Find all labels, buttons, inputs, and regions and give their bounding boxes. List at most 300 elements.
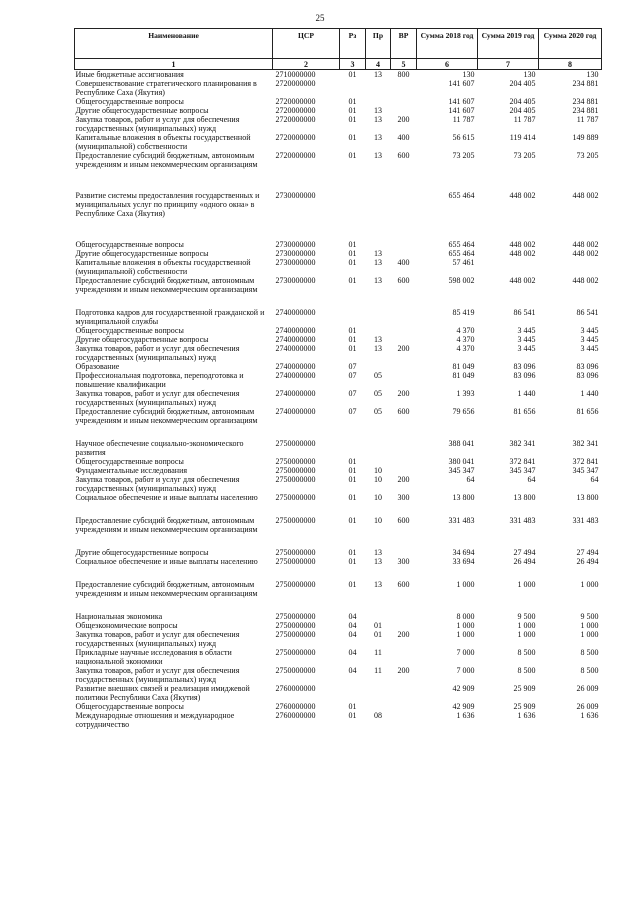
row-name: Предоставление субсидий бюджетным, автономным учреждениям и иным некоммерческим организациям [75, 276, 258, 294]
row-sum-2020: 83 096 [576, 371, 599, 380]
row-pr [366, 326, 391, 335]
row-sum-2019: 119 414 [509, 133, 536, 142]
row-spacer [75, 425, 602, 439]
row-vr [391, 79, 417, 97]
row-vr [391, 249, 417, 258]
row-csr: 2740000000 [275, 407, 316, 416]
row-name: Социальное обеспечение и иные выплаты населению [75, 557, 258, 566]
row-vr: 300 [397, 493, 410, 502]
header-csr: ЦСР [273, 29, 340, 59]
row-sum-2018: 11 787 [452, 115, 475, 124]
row-sum-2018: 64 [466, 475, 475, 484]
row-pr: 13 [374, 133, 382, 142]
table-row [75, 191, 602, 218]
table-row [75, 516, 602, 534]
row-pr: 01 [374, 621, 382, 630]
row-sum-2019: 1 000 [517, 630, 536, 639]
column-number: 2 [273, 59, 340, 70]
row-sum-2018: 655 464 [448, 249, 475, 258]
row-name: Предоставление субсидий бюджетным, автономным учреждениям и иным некоммерческим организациям [75, 151, 258, 169]
table-row [75, 326, 602, 335]
row-rz: 04 [348, 648, 357, 657]
row-sum-2019: 81 656 [513, 407, 536, 416]
row-sum-2019: 64 [527, 475, 536, 484]
row-vr: 300 [397, 557, 410, 566]
row-csr: 2740000000 [275, 371, 316, 380]
row-vr [391, 684, 417, 702]
row-pr: 13 [374, 276, 382, 285]
row-sum-2020: 83 096 [576, 362, 599, 371]
row-rz: 01 [348, 557, 357, 566]
row-name: Общегосударственные вопросы [75, 326, 184, 335]
row-sum-2018: 33 694 [452, 557, 475, 566]
row-spacer [75, 169, 602, 191]
row-sum-2020: 130 [586, 70, 599, 79]
row-sum-2020: 1 440 [580, 389, 599, 398]
row-sum-2018: 388 041 [448, 439, 475, 448]
row-sum-2020: 9 500 [580, 612, 599, 621]
row-rz: 01 [348, 475, 357, 484]
row-sum-2019: 345 347 [509, 466, 536, 475]
row-sum-2020: 86 541 [576, 308, 599, 317]
row-sum-2019: 382 341 [509, 439, 536, 448]
budget-table [74, 28, 602, 729]
row-sum-2019: 448 002 [509, 276, 536, 285]
row-sum-2019: 8 500 [517, 666, 536, 675]
table-row [75, 389, 602, 407]
table-row [75, 97, 602, 106]
row-rz: 01 [348, 344, 357, 353]
row-sum-2020: 3 445 [580, 326, 599, 335]
row-vr [391, 326, 417, 335]
table-row [75, 702, 602, 711]
table-row [75, 106, 602, 115]
table-row [75, 684, 602, 702]
row-vr [391, 362, 417, 371]
row-name: Капитальные вложения в объекты государственной (муниципальной) собственности [75, 258, 251, 276]
row-sum-2020 [539, 258, 602, 276]
row-pr: 13 [374, 70, 382, 79]
table-row [75, 475, 602, 493]
row-csr: 2750000000 [275, 557, 316, 566]
row-sum-2019: 9 500 [517, 612, 536, 621]
row-rz [340, 439, 366, 457]
row-name: Закупка товаров, работ и услуг для обеспечения государственных (муниципальных) нужд [75, 666, 240, 684]
row-vr: 200 [397, 115, 410, 124]
row-csr: 2740000000 [275, 362, 316, 371]
row-csr: 2750000000 [275, 648, 316, 657]
column-number: 3 [340, 59, 366, 70]
row-sum-2020: 448 002 [572, 191, 599, 200]
row-rz: 07 [348, 389, 357, 398]
row-spacer-cell [75, 502, 602, 516]
row-name: Закупка товаров, работ и услуг для обеспечения государственных (муниципальных) нужд [75, 630, 240, 648]
row-name: Закупка товаров, работ и услуг для обеспечения государственных (муниципальных) нужд [75, 115, 240, 133]
row-csr: 2750000000 [275, 548, 316, 557]
row-spacer [75, 598, 602, 612]
row-vr: 600 [397, 407, 410, 416]
row-rz: 07 [348, 371, 357, 380]
row-sum-2018: 42 909 [452, 684, 475, 693]
row-name: Фундаментальные исследования [75, 466, 188, 475]
table-row [75, 666, 602, 684]
column-number: 4 [366, 59, 391, 70]
row-sum-2018: 130 [462, 70, 475, 79]
row-pr [366, 79, 391, 97]
row-spacer-cell [75, 598, 602, 612]
row-pr [366, 702, 391, 711]
row-pr: 13 [374, 115, 382, 124]
table-row [75, 493, 602, 502]
row-csr: 2740000000 [275, 326, 316, 335]
row-name: Международные отношения и международное сотрудничество [75, 711, 235, 729]
row-pr: 01 [374, 630, 382, 639]
row-vr [391, 648, 417, 666]
table-row [75, 557, 602, 566]
row-csr: 2730000000 [275, 249, 316, 258]
row-sum-2019: 204 405 [509, 79, 536, 88]
row-spacer-cell [75, 425, 602, 439]
column-number: 7 [478, 59, 539, 70]
row-sum-2018: 4 370 [456, 344, 475, 353]
row-sum-2020: 372 841 [572, 457, 599, 466]
row-sum-2019: 83 096 [513, 371, 536, 380]
row-name: Иные бюджетные ассигнования [75, 70, 184, 79]
row-sum-2019: 27 494 [513, 548, 536, 557]
row-csr: 2720000000 [275, 79, 316, 88]
row-sum-2018: 1 636 [456, 711, 475, 720]
header-name: Наименование [75, 29, 273, 59]
row-spacer [75, 294, 602, 308]
row-vr [391, 308, 417, 326]
row-rz: 01 [348, 466, 357, 475]
row-name: Другие общегосударственные вопросы [75, 548, 209, 557]
row-pr: 05 [374, 371, 382, 380]
row-pr: 11 [374, 648, 382, 657]
row-sum-2018: 13 800 [452, 493, 475, 502]
row-name: Другие общегосударственные вопросы [75, 335, 209, 344]
row-name: Предоставление субсидий бюджетным, автономным учреждениям и иным некоммерческим организациям [75, 516, 258, 534]
row-sum-2019: 1 000 [517, 621, 536, 630]
column-number: 6 [417, 59, 478, 70]
row-csr: 2720000000 [275, 151, 316, 160]
row-sum-2019: 1 000 [517, 580, 536, 589]
row-sum-2018: 79 656 [452, 407, 475, 416]
row-vr [391, 191, 417, 218]
row-spacer-cell [75, 218, 602, 240]
row-rz: 04 [348, 621, 357, 630]
row-sum-2019: 73 205 [513, 151, 536, 160]
table-row [75, 344, 602, 362]
row-csr: 2750000000 [275, 580, 316, 589]
row-pr [366, 439, 391, 457]
row-sum-2020: 73 205 [576, 151, 599, 160]
row-sum-2018: 655 464 [448, 191, 475, 200]
row-vr: 800 [397, 70, 410, 79]
row-name: Общегосударственные вопросы [75, 97, 184, 106]
table-row [75, 457, 602, 466]
table-row [75, 407, 602, 425]
header-rz: Рз [340, 29, 366, 59]
row-vr: 400 [397, 258, 410, 267]
row-csr: 2750000000 [275, 666, 316, 675]
header-sum-2018: Сумма 2018 год [417, 29, 478, 59]
header-pr: Пр [366, 29, 391, 59]
row-vr: 600 [397, 516, 410, 525]
table-row [75, 79, 602, 97]
row-rz: 01 [348, 151, 357, 160]
row-name: Развитие внешних связей и реализация имиджевой политики Республики Саха (Якутия) [75, 684, 250, 702]
row-rz: 01 [348, 276, 357, 285]
row-sum-2019: 11 787 [513, 115, 536, 124]
row-sum-2019: 204 405 [509, 106, 536, 115]
row-name: Совершенствование стратегического планирования в Республике Саха (Якутия) [75, 79, 257, 97]
row-sum-2018: 34 694 [452, 548, 475, 557]
row-pr [366, 684, 391, 702]
row-name: Общеэкономические вопросы [75, 621, 178, 630]
row-name: Образование [75, 362, 120, 371]
row-rz: 01 [348, 711, 357, 720]
row-name: Прикладные научные исследования в области национальной экономики [75, 648, 232, 666]
row-rz: 01 [348, 249, 357, 258]
row-csr: 2750000000 [275, 612, 316, 621]
row-vr [391, 621, 417, 630]
row-csr: 2760000000 [275, 711, 316, 720]
row-sum-2019: 448 002 [509, 249, 536, 258]
row-sum-2020: 234 881 [572, 79, 599, 88]
row-pr [366, 191, 391, 218]
row-sum-2020: 1 636 [580, 711, 599, 720]
row-pr: 13 [374, 151, 382, 160]
row-sum-2020: 3 445 [580, 344, 599, 353]
row-pr [366, 240, 391, 249]
row-pr: 10 [374, 475, 382, 484]
header-sum-2019: Сумма 2019 год [478, 29, 539, 59]
row-sum-2018: 141 607 [448, 106, 475, 115]
row-csr: 2750000000 [275, 457, 316, 466]
row-sum-2020: 1 000 [580, 630, 599, 639]
row-rz: 01 [348, 97, 357, 106]
row-csr: 2740000000 [275, 335, 316, 344]
row-sum-2020: 234 881 [572, 106, 599, 115]
row-csr: 2760000000 [275, 684, 316, 693]
row-sum-2018: 85 419 [452, 308, 475, 317]
row-rz: 04 [348, 612, 357, 621]
row-pr: 05 [374, 407, 382, 416]
row-name: Общегосударственные вопросы [75, 240, 184, 249]
row-rz: 01 [348, 516, 357, 525]
row-sum-2019: 448 002 [509, 191, 536, 200]
table-row [75, 115, 602, 133]
row-sum-2020: 13 800 [576, 493, 599, 502]
row-sum-2019: 331 483 [509, 516, 536, 525]
row-vr: 200 [397, 344, 410, 353]
row-sum-2020: 345 347 [572, 466, 599, 475]
row-pr: 13 [374, 344, 382, 353]
row-vr [391, 371, 417, 389]
row-pr: 10 [374, 516, 382, 525]
row-name: Развитие системы предоставления государственных и муниципальных услуг по принципу «одного окна» в Республике Саха (Якутия) [75, 191, 260, 218]
row-pr: 10 [374, 493, 382, 502]
row-sum-2019: 130 [523, 70, 536, 79]
row-pr [366, 97, 391, 106]
row-spacer-cell [75, 169, 602, 191]
row-pr: 13 [374, 106, 382, 115]
table-row [75, 548, 602, 557]
row-pr: 10 [374, 466, 382, 475]
row-vr: 200 [397, 630, 410, 639]
row-vr [391, 335, 417, 344]
row-name: Закупка товаров, работ и услуг для обеспечения государственных (муниципальных) нужд [75, 389, 240, 407]
row-sum-2018: 42 909 [452, 702, 475, 711]
row-sum-2020: 382 341 [572, 439, 599, 448]
row-sum-2018: 1 000 [456, 630, 475, 639]
row-vr [391, 711, 417, 729]
column-number: 8 [539, 59, 602, 70]
row-name: Национальная экономика [75, 612, 163, 621]
row-name: Капитальные вложения в объекты государственной (муниципальной) собственности [75, 133, 251, 151]
row-sum-2018: 141 607 [448, 79, 475, 88]
row-rz: 04 [348, 666, 357, 675]
row-rz: 01 [348, 258, 357, 267]
row-sum-2018: 331 483 [448, 516, 475, 525]
row-csr: 2740000000 [275, 389, 316, 398]
column-number: 5 [391, 59, 417, 70]
row-sum-2018: 655 464 [448, 240, 475, 249]
row-sum-2020: 234 881 [572, 97, 599, 106]
row-rz: 01 [348, 240, 357, 249]
row-sum-2019: 1 440 [517, 389, 536, 398]
row-sum-2020: 26 494 [576, 557, 599, 566]
row-rz [340, 191, 366, 218]
row-sum-2020: 149 889 [572, 133, 599, 142]
table-row [75, 612, 602, 621]
row-sum-2020: 27 494 [576, 548, 599, 557]
column-number: 1 [75, 59, 273, 70]
row-sum-2018: 141 607 [448, 97, 475, 106]
table-row [75, 630, 602, 648]
row-sum-2018: 1 000 [456, 580, 475, 589]
table-header-row [75, 29, 602, 59]
row-sum-2019: 372 841 [509, 457, 536, 466]
table-row [75, 240, 602, 249]
row-csr: 2730000000 [275, 276, 316, 285]
row-vr [391, 466, 417, 475]
row-rz [340, 308, 366, 326]
row-csr: 2740000000 [275, 308, 316, 317]
table-row [75, 133, 602, 151]
row-csr: 2720000000 [275, 133, 316, 142]
row-sum-2019: 3 445 [517, 335, 536, 344]
row-vr [391, 548, 417, 557]
row-rz: 01 [348, 580, 357, 589]
row-vr [391, 702, 417, 711]
row-sum-2020: 1 000 [580, 580, 599, 589]
row-sum-2019: 448 002 [509, 240, 536, 249]
row-pr [366, 457, 391, 466]
row-vr [391, 457, 417, 466]
row-rz: 01 [348, 457, 357, 466]
row-rz: 07 [348, 407, 357, 416]
row-rz: 01 [348, 70, 357, 79]
row-vr [391, 612, 417, 621]
row-rz: 07 [348, 362, 357, 371]
row-sum-2019: 83 096 [513, 362, 536, 371]
row-sum-2019: 25 909 [513, 684, 536, 693]
row-sum-2018: 7 000 [456, 666, 475, 675]
row-name: Профессиональная подготовка, переподготовка и повышение квалификации [75, 371, 244, 389]
row-pr: 13 [374, 580, 382, 589]
row-sum-2019: 204 405 [509, 97, 536, 106]
row-pr [366, 612, 391, 621]
page-number: 25 [315, 13, 325, 23]
row-sum-2020: 11 787 [576, 115, 599, 124]
row-pr: 13 [374, 249, 382, 258]
table-row [75, 335, 602, 344]
row-pr: 13 [374, 557, 382, 566]
row-rz: 01 [348, 326, 357, 335]
table-row [75, 362, 602, 371]
row-spacer-cell [75, 294, 602, 308]
row-sum-2020: 1 000 [580, 621, 599, 630]
row-name: Подготовка кадров для государственной гражданской и муниципальной службы [75, 308, 265, 326]
table-row [75, 711, 602, 729]
row-rz: 04 [348, 630, 357, 639]
table-row [75, 371, 602, 389]
row-sum-2018: 380 041 [448, 457, 475, 466]
row-name: Закупка товаров, работ и услуг для обеспечения государственных (муниципальных) нужд [75, 475, 240, 493]
row-vr [391, 106, 417, 115]
row-csr: 2720000000 [275, 97, 316, 106]
row-name: Предоставление субсидий бюджетным, автономным учреждениям и иным некоммерческим организациям [75, 407, 258, 425]
row-rz [340, 79, 366, 97]
row-csr: 2730000000 [275, 258, 316, 267]
row-vr: 200 [397, 475, 410, 484]
row-csr: 2750000000 [275, 493, 316, 502]
row-sum-2019: 26 494 [513, 557, 536, 566]
row-rz: 01 [348, 702, 357, 711]
row-sum-2018: 4 370 [456, 335, 475, 344]
table-row [75, 466, 602, 475]
row-sum-2018: 345 347 [448, 466, 475, 475]
row-rz: 01 [348, 335, 357, 344]
row-pr: 08 [374, 711, 382, 720]
row-spacer-cell [75, 534, 602, 548]
row-csr: 2750000000 [275, 621, 316, 630]
column-number-row [75, 59, 602, 70]
row-vr: 200 [397, 389, 410, 398]
row-sum-2019: 13 800 [513, 493, 536, 502]
row-spacer [75, 218, 602, 240]
row-sum-2018: 8 000 [456, 612, 475, 621]
row-pr: 05 [374, 389, 382, 398]
row-csr: 2750000000 [275, 630, 316, 639]
row-csr: 2750000000 [275, 516, 316, 525]
table-row [75, 308, 602, 326]
row-sum-2019 [478, 258, 539, 276]
row-vr: 600 [397, 580, 410, 589]
row-rz: 01 [348, 548, 357, 557]
row-sum-2020: 448 002 [572, 276, 599, 285]
table-row [75, 70, 602, 80]
row-pr [366, 362, 391, 371]
row-pr: 13 [374, 335, 382, 344]
row-pr: 11 [374, 666, 382, 675]
row-name: Закупка товаров, работ и услуг для обеспечения государственных (муниципальных) нужд [75, 344, 240, 362]
row-spacer [75, 502, 602, 516]
table-row [75, 648, 602, 666]
row-sum-2020: 448 002 [572, 249, 599, 258]
